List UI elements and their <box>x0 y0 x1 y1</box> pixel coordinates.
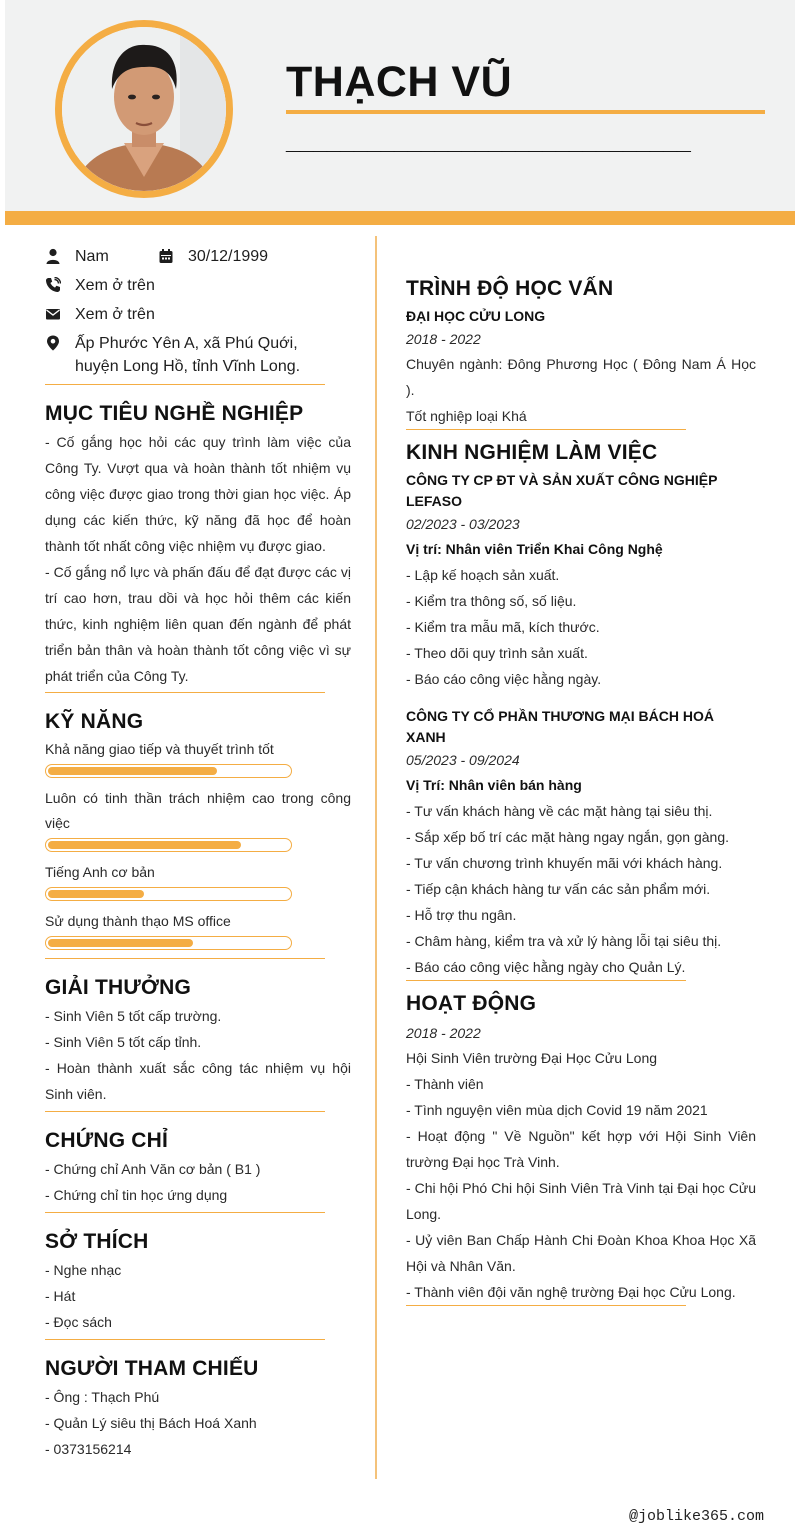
objective-title: MỤC TIÊU NGHỀ NGHIỆP <box>45 402 304 425</box>
reference-item: - Quản Lý siêu thị Bách Hoá Xanh <box>45 1415 257 1431</box>
skill-progress-bar <box>45 936 292 950</box>
profile-photo <box>55 20 233 198</box>
job-task: - Lập kế hoạch sản xuất. <box>406 567 560 583</box>
skill-label: Tiếng Anh cơ bản <box>45 864 155 880</box>
school-name: ĐẠI HỌC CỬU LONG <box>406 308 546 324</box>
person-icon <box>45 248 61 266</box>
phone-icon <box>45 277 61 295</box>
certificates-title: CHỨNG CHỈ <box>45 1129 169 1152</box>
job-task: - Báo cáo công việc hằng ngày cho Quản Lý. <box>406 959 686 975</box>
objective-paragraph: - Cố gắng học hỏi các quy trình làm việc của Công Ty. Vượt qua và hoàn thành tốt nhiệm vụ công việc được giao trong thời gian học việc. Áp dụng các kiến thức, kỹ năng đã học để hoàn thành tốt nhất công việc nhiệm vụ được giao. <box>45 434 351 554</box>
address-value: Ấp Phước Yên A, xã Phú Quới, huyện Long Hồ, tỉnh Vĩnh Long. <box>75 335 301 375</box>
hobby-item: - Hát <box>45 1288 76 1304</box>
company-name: CÔNG TY CP ĐT VÀ SẢN XUẤT CÔNG NGHIỆP LEFASO <box>406 472 718 509</box>
job-period: 05/2023 - 09/2024 <box>406 752 520 768</box>
hobbies-title: SỞ THÍCH <box>45 1230 149 1253</box>
job-position: Vị trí: Nhân viên Triển Khai Công Nghệ <box>406 541 663 557</box>
skill-label: Luôn có tinh thần trách nhiệm cao trong công việc <box>45 790 351 831</box>
section-divider <box>45 692 325 693</box>
info-gender <box>45 245 158 268</box>
education-period: 2018 - 2022 <box>406 331 481 347</box>
job-task: - Hỗ trợ thu ngân. <box>406 907 517 923</box>
job-task: - Kiểm tra thông số, số liệu. <box>406 593 577 609</box>
skill-progress-bar <box>45 764 292 778</box>
activity-item: - Uỷ viên Ban Chấp Hành Chi Đoàn Khoa Khoa Học Xã Hội và Nhân Văn. <box>406 1232 756 1274</box>
phone-value: Xem ở trên <box>75 277 155 294</box>
section-divider <box>45 958 325 959</box>
gender-value: Nam <box>75 248 109 265</box>
skill-label: Khả năng giao tiếp và thuyết trình tốt <box>45 741 274 757</box>
hobby-item: - Nghe nhạc <box>45 1262 122 1278</box>
skill-progress-fill <box>48 939 193 947</box>
job-task: - Tư vấn khách hàng về các mặt hàng tại siêu thị. <box>406 803 713 819</box>
info-gender-dob <box>45 245 351 268</box>
watermark-text: @joblike365.com <box>628 1508 764 1525</box>
activity-item: - Tình nguyện viên mùa dịch Covid 19 năm 2021 <box>406 1102 708 1118</box>
skill-progress-fill <box>48 890 144 898</box>
activities-title: HOẠT ĐỘNG <box>406 992 537 1015</box>
left-column <box>45 245 351 1462</box>
hobby-item: - Đọc sách <box>45 1314 112 1330</box>
job-task: - Theo dõi quy trình sản xuất. <box>406 645 588 661</box>
job-task: - Kiểm tra mẫu mã, kích thước. <box>406 619 600 635</box>
info-phone <box>45 274 351 297</box>
section-divider <box>45 1339 325 1340</box>
reference-item: - 0373156214 <box>45 1441 132 1457</box>
activity-item: - Thành viên <box>406 1076 484 1092</box>
name-underline <box>286 110 765 114</box>
skill-progress-bar <box>45 838 292 852</box>
job-task: - Tiếp cận khách hàng tư vấn các sản phẩm mới. <box>406 881 711 897</box>
reference-item: - Ông : Thạch Phú <box>45 1389 160 1405</box>
section-divider <box>45 1111 325 1112</box>
location-icon <box>45 335 61 353</box>
section-divider <box>45 1212 325 1213</box>
calendar-icon <box>158 248 174 266</box>
skill-label: Sử dụng thành thạo MS office <box>45 913 231 929</box>
objective-paragraph: - Cố gắng nổ lực và phấn đấu để đạt được các vị trí cao hơn, trau dồi và học hỏi thêm các kiến thức, kinh nghiệm liên quan đến ngành để phát triển bản thân và hoàn thành tốt công việc vì sự phát triển của Công Ty. <box>45 564 351 684</box>
award-item: - Hoàn thành xuất sắc công tác nhiệm vụ hội Sinh viên. <box>45 1060 351 1102</box>
education-detail: Tốt nghiệp loại Khá <box>406 408 527 424</box>
award-item: - Sinh Viên 5 tốt cấp trường. <box>45 1008 222 1024</box>
email-value: Xem ở trên <box>75 306 155 323</box>
company-name: CÔNG TY CỔ PHẦN THƯƠNG MẠI BÁCH HOÁ XANH <box>406 708 714 745</box>
section-divider <box>406 1305 686 1306</box>
education-detail: Chuyên ngành: Đông Phương Học ( Đông Nam Á Học ). <box>406 356 756 398</box>
skill-progress-fill <box>48 767 217 775</box>
job-title-placeholder: ______________________________ <box>286 125 690 155</box>
right-column <box>406 272 756 1312</box>
job-period: 02/2023 - 03/2023 <box>406 516 520 532</box>
info-address <box>45 332 351 378</box>
job-task: - Tư vấn chương trình khuyến mãi với khách hàng. <box>406 855 723 871</box>
activities-period: 2018 - 2022 <box>406 1025 481 1041</box>
references-title: NGƯỜI THAM CHIẾU <box>45 1357 259 1380</box>
activity-item: Hội Sinh Viên trường Đại Học Cửu Long <box>406 1050 658 1066</box>
column-divider <box>375 236 377 1479</box>
activity-item: - Chi hội Phó Chi hội Sinh Viên Trà Vinh tại Đại học Cửu Long. <box>406 1180 756 1222</box>
certificate-item: - Chứng chỉ tin học ứng dụng <box>45 1187 228 1203</box>
section-divider <box>406 429 686 430</box>
skill-progress-fill <box>48 841 241 849</box>
certificate-item: - Chứng chỉ Anh Văn cơ bản ( B1 ) <box>45 1161 261 1177</box>
job-task: - Sắp xếp bố trí các mặt hàng ngay ngắn, gọn gàng. <box>406 829 729 845</box>
info-email <box>45 303 351 326</box>
candidate-name: THẠCH VŨ <box>286 58 513 106</box>
job-task: - Báo cáo công việc hằng ngày. <box>406 671 602 687</box>
education-title: TRÌNH ĐỘ HỌC VẤN <box>406 277 614 300</box>
activity-item: - Hoạt động " Về Nguồn" kết hợp với Hội Sinh Viên trường Đại học Trà Vinh. <box>406 1128 756 1170</box>
job-task: - Châm hàng, kiểm tra và xử lý hàng lỗi tại siêu thị. <box>406 933 722 949</box>
award-item: - Sinh Viên 5 tốt cấp tỉnh. <box>45 1034 202 1050</box>
skill-progress-bar <box>45 887 292 901</box>
section-divider <box>406 980 686 981</box>
activity-item: - Thành viên đội văn nghệ trường Đại học Cửu Long. <box>406 1284 736 1300</box>
experience-title: KINH NGHIỆM LÀM VIỆC <box>406 441 658 464</box>
skills-title: KỸ NĂNG <box>45 710 144 733</box>
dob-value: 30/12/1999 <box>188 248 269 265</box>
info-dob <box>158 245 268 268</box>
section-divider <box>45 384 325 385</box>
header-accent-band <box>5 211 795 225</box>
awards-title: GIẢI THƯỞNG <box>45 976 192 999</box>
mail-icon <box>45 306 61 324</box>
job-position: Vị Trí: Nhân viên bán hàng <box>406 777 582 793</box>
